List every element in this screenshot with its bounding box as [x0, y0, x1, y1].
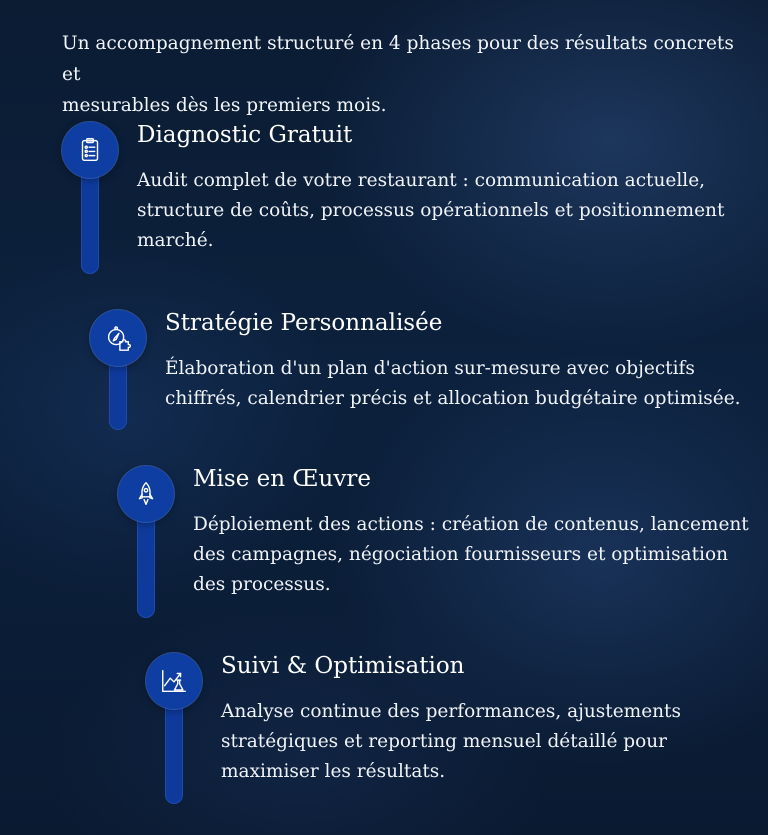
step-connector [165, 693, 183, 804]
step-description-line: Déploiement des actions : création de contenus, lancement [193, 514, 749, 535]
step-icon-badge [118, 466, 174, 522]
step-description [137, 166, 737, 256]
step-description [221, 697, 761, 787]
chart-flask-icon [159, 666, 189, 696]
step-description-line: des campagnes, négociation fournisseurs et optimisation [193, 544, 728, 565]
step-description-line: maximiser les résultats. [221, 761, 446, 782]
clipboard-checklist-icon [75, 135, 105, 165]
step-description [193, 510, 753, 600]
step-description-line: Analyse continue des performances, ajustements [221, 701, 681, 722]
step-icon-badge [62, 122, 118, 178]
step-icon-badge [90, 310, 146, 366]
step-description-line: stratégiques et reporting mensuel détaillé pour [221, 731, 668, 752]
step-description [165, 354, 765, 414]
step-title: Suivi & Optimisation [221, 653, 465, 679]
intro-line-1: Un accompagnement structuré en 4 phases pour des résultats concrets et [62, 33, 734, 85]
step-connector [81, 162, 99, 274]
step-description-line: marché. [137, 230, 214, 251]
step-title: Diagnostic Gratuit [137, 122, 353, 148]
step-icon-badge [146, 653, 202, 709]
step-description-line: Élaboration d'un plan d'action sur-mesure avec objectifs [165, 358, 695, 379]
step-title: Mise en Œuvre [193, 466, 371, 492]
compass-puzzle-icon [103, 323, 133, 353]
step-connector [137, 506, 155, 618]
step-description-line: des processus. [193, 574, 331, 595]
intro-text [62, 28, 742, 121]
rocket-icon [131, 479, 161, 509]
step-description-line: structure de coûts, processus opérationnels et positionnement [137, 200, 725, 221]
step-description-line: chiffrés, calendrier précis et allocation budgétaire optimisée. [165, 388, 741, 409]
step-title: Stratégie Personnalisée [165, 310, 443, 336]
intro-line-2: mesurables dès les premiers mois. [62, 95, 387, 116]
step-description-line: Audit complet de votre restaurant : communication actuelle, [137, 170, 706, 191]
